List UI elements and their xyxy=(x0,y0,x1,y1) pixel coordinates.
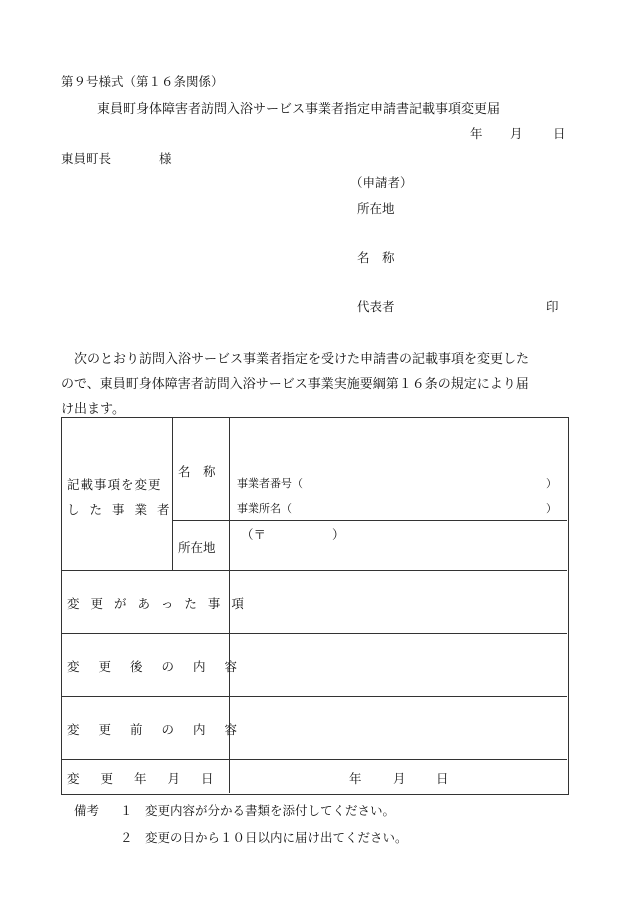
applicant-name-label: 名 称 xyxy=(357,250,395,265)
change-form-table xyxy=(61,417,569,795)
change-date-month: 月 xyxy=(393,771,406,786)
section-label-line2: した事業者 xyxy=(67,502,180,517)
seal-mark: 印 xyxy=(546,299,559,314)
date-day-label: 日 xyxy=(553,126,566,141)
recipient-honorific: 様 xyxy=(159,151,172,166)
table-divider xyxy=(62,696,567,697)
applicant-address-label: 所在地 xyxy=(357,201,395,216)
table-divider xyxy=(172,520,567,521)
table-divider xyxy=(172,418,173,570)
business-office-name-close: ） xyxy=(546,502,557,515)
business-office-name-label: 事業所名（ xyxy=(237,502,292,515)
form-title: 東員町身体障害者訪問入浴サービス事業者指定申請書記載事項変更届 xyxy=(97,102,501,117)
body-text-line2: ので、東員町身体障害者訪問入浴サービス事業実施要綱第１６条の規定により届 xyxy=(61,377,529,392)
note-1-text: 変更内容が分かる書類を添付してください。 xyxy=(145,803,396,818)
change-date-year: 年 xyxy=(349,771,362,786)
business-address-label: 所在地 xyxy=(178,540,216,555)
business-number-label: 事業者番号（ xyxy=(237,477,303,490)
table-divider xyxy=(62,633,567,634)
notes-heading: 備考 xyxy=(74,803,100,818)
note-2-number: ２ xyxy=(120,830,133,845)
table-divider xyxy=(62,759,567,760)
applicant-representative-label: 代表者 xyxy=(357,299,395,314)
section-label-line1: 記載事項を変更 xyxy=(67,477,162,492)
note-2-text: 変更の日から１０日以内に届け出てください。 xyxy=(145,830,408,845)
body-text-line3: け出ます。 xyxy=(61,402,125,417)
postal-code-close: ） xyxy=(332,527,345,542)
change-date-day: 日 xyxy=(436,771,449,786)
before-change-label: 変更前の内容 xyxy=(67,722,257,737)
business-number-close: ） xyxy=(546,477,557,490)
business-name-row-label: 名 称 xyxy=(178,464,216,479)
postal-code-open: （〒 xyxy=(241,527,267,542)
body-text-line1: 次のとおり訪問入浴サービス事業者指定を受けた申請書の記載事項を変更した xyxy=(61,352,530,367)
table-divider xyxy=(62,570,567,571)
applicant-label: （申請者） xyxy=(350,175,413,190)
date-year-label: 年 xyxy=(470,126,483,141)
date-month-label: 月 xyxy=(510,126,523,141)
changed-item-label: 変更があった事項 xyxy=(67,596,255,611)
form-number: 第９号様式（第１６条関係） xyxy=(61,74,224,89)
recipient-name: 東員町長 xyxy=(61,151,112,166)
note-1-number: １ xyxy=(120,803,133,818)
after-change-label: 変更後の内容 xyxy=(67,659,257,674)
change-date-label: 変更年月日 xyxy=(67,771,235,786)
